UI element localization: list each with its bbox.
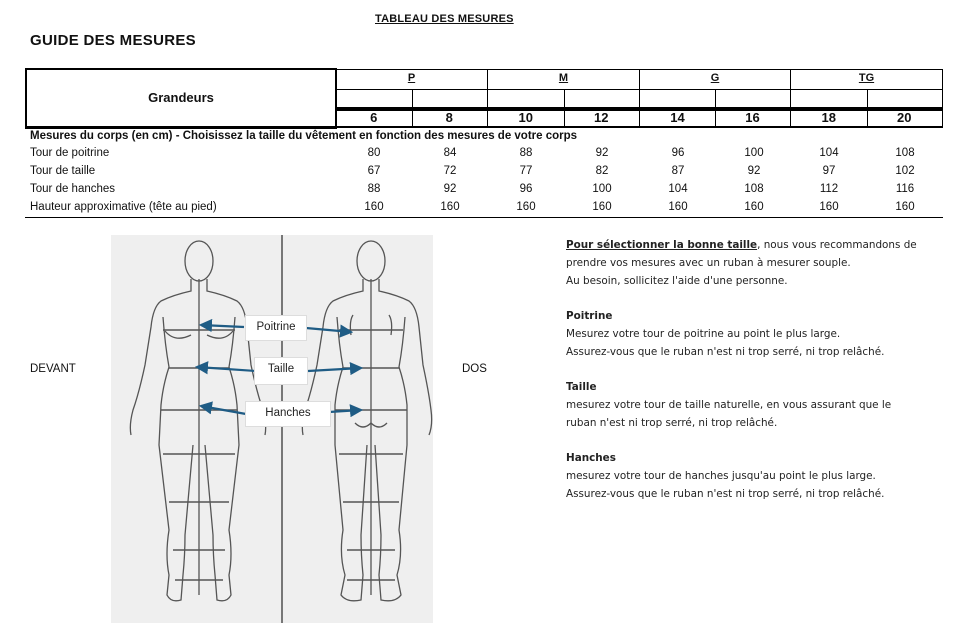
cell: 96	[671, 147, 685, 159]
size-number: 8	[445, 110, 453, 125]
cell: 160	[895, 201, 915, 213]
grandeurs-cell	[25, 68, 337, 129]
section-title: Hanches	[566, 452, 616, 464]
callout-hanches: Hanches	[245, 401, 331, 427]
size-number: 20	[897, 110, 912, 125]
section-taille	[566, 378, 896, 432]
table-row	[25, 163, 943, 181]
cell: 88	[367, 183, 381, 195]
cell: 72	[443, 165, 457, 177]
size-group-label: TG	[791, 72, 942, 90]
section-line: Assurez-vous que le ruban n'est ni trop serré, ni trop relâché.	[566, 488, 885, 500]
guide-title: GUIDE DES MESURES	[30, 32, 196, 49]
cell: 160	[744, 201, 764, 213]
cell: 160	[592, 201, 612, 213]
cell: 100	[592, 183, 612, 195]
cell: 87	[671, 165, 685, 177]
section-line: Mesurez votre tour de poitrine au point le plus large.	[566, 328, 841, 340]
cell: 160	[364, 201, 384, 213]
front-label: DEVANT	[30, 363, 76, 375]
cell: 112	[819, 183, 839, 195]
section-line: mesurez votre tour de hanches jusqu'au point le plus large.	[566, 470, 876, 482]
cell: 92	[595, 147, 609, 159]
section-hanches	[566, 449, 946, 503]
cell: 108	[895, 147, 915, 159]
size-group-g	[640, 69, 791, 126]
size-number: 6	[370, 110, 378, 125]
cell: 104	[668, 183, 688, 195]
cell: 67	[367, 165, 381, 177]
cell: 92	[443, 183, 457, 195]
measurements-table	[25, 145, 943, 218]
intro-text: , nous vous recommandons de prendre vos mesures avec un ruban à mesurer souple.	[566, 239, 917, 269]
size-group-p	[336, 69, 488, 126]
cell: 96	[519, 183, 533, 195]
row-label: Hauteur approximative (tête au pied)	[30, 201, 217, 213]
cell: 108	[744, 183, 764, 195]
size-number: 12	[594, 110, 609, 125]
cell: 77	[519, 165, 533, 177]
section-poitrine	[566, 307, 946, 361]
grandeurs-label: Grandeurs	[148, 90, 214, 105]
cell: 82	[595, 165, 609, 177]
divider	[25, 126, 943, 128]
cell: 160	[440, 201, 460, 213]
section-line: Assurez-vous que le ruban n'est ni trop serré, ni trop relâché.	[566, 346, 885, 358]
cell: 100	[744, 147, 764, 159]
cell: 102	[895, 165, 915, 177]
table-row	[25, 145, 943, 163]
row-label: Tour de taille	[30, 165, 96, 177]
size-number: 16	[745, 110, 760, 125]
cell: 160	[516, 201, 536, 213]
size-header-table	[25, 68, 943, 128]
table-row	[25, 181, 943, 199]
instructions-panel	[566, 236, 946, 520]
size-group-label: G	[640, 72, 790, 90]
cell: 80	[367, 147, 381, 159]
cell: 160	[668, 201, 688, 213]
cell: 84	[443, 147, 457, 159]
body-measurement-figure	[111, 235, 433, 623]
section-title: Poitrine	[566, 310, 613, 322]
callout-poitrine: Poitrine	[245, 315, 307, 341]
divider	[25, 217, 943, 218]
intro-lead: Pour sélectionner la bonne taille	[566, 239, 758, 251]
callout-taille: Taille	[254, 357, 308, 385]
table-title: TABLEAU DES MESURES	[375, 13, 514, 25]
size-group-m	[488, 69, 640, 126]
size-group-label: P	[336, 72, 487, 90]
body-silhouette-icon	[111, 235, 433, 623]
row-label: Tour de poitrine	[30, 147, 110, 159]
size-number: 14	[670, 110, 685, 125]
cell: 104	[819, 147, 839, 159]
cell: 160	[819, 201, 839, 213]
size-number: 18	[821, 110, 836, 125]
section-line: mesurez votre tour de taille naturelle, en vous assurant que le ruban n'est ni trop serré, ni trop relâché.	[566, 399, 892, 429]
size-group-label: M	[488, 72, 639, 90]
cell: 88	[519, 147, 533, 159]
cell: 92	[747, 165, 761, 177]
back-label: DOS	[462, 363, 487, 375]
cell: 97	[822, 165, 836, 177]
table-row	[25, 199, 943, 217]
section-heading: Mesures du corps (en cm) - Choisissez la taille du vêtement en fonction des mesures de votre corps	[30, 130, 578, 142]
size-number: 10	[518, 110, 533, 125]
row-label: Tour de hanches	[30, 183, 116, 195]
intro-line2: Au besoin, sollicitez l'aide d'une personne.	[566, 275, 788, 287]
cell: 116	[895, 183, 915, 195]
section-title: Taille	[566, 381, 597, 393]
size-group-tg	[791, 69, 943, 126]
intro-paragraph	[566, 236, 946, 290]
